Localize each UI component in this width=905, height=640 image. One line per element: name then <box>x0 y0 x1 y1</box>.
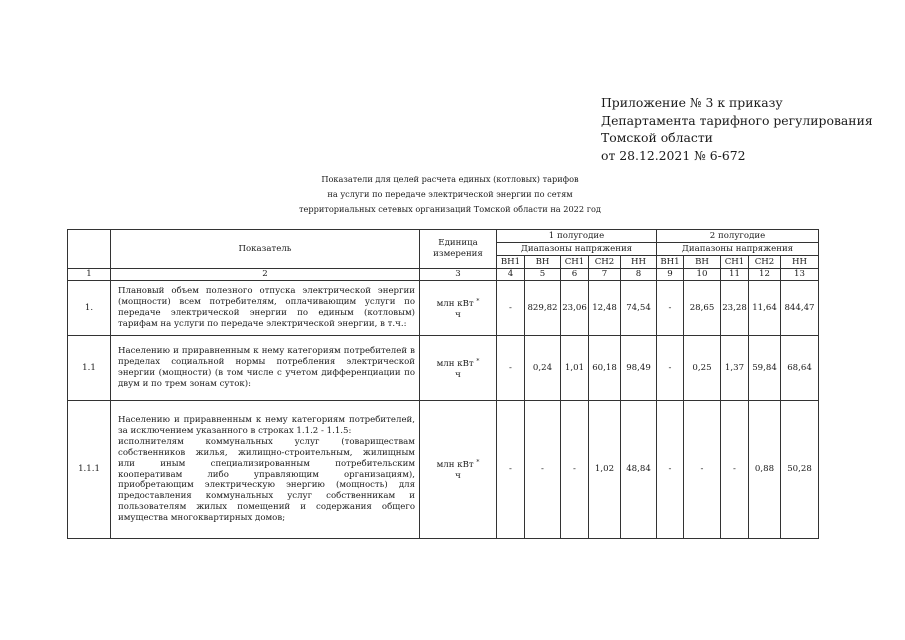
row-description-line: Населению и приравненным к нему категориям потребителей в <box>118 346 415 357</box>
value-cell: 1,01 <box>561 336 589 401</box>
column-number: 6 <box>561 269 589 281</box>
table-row <box>68 401 819 539</box>
table-row <box>68 336 819 401</box>
row-unit-tail: ч <box>455 369 461 380</box>
row-unit-sup: * <box>476 297 480 305</box>
value-cell: - <box>684 401 721 539</box>
appendix-line-3: Томской области <box>601 130 713 145</box>
row-description-line: или иным специализированным потребительским <box>118 458 415 469</box>
level-h2-sn1: СН1 <box>721 256 749 269</box>
row-description-line: энергии (мощности) (в том числе с учетом дифференциации по <box>118 368 415 378</box>
row-description-line: кооперативам либо управляющим организациям), <box>118 469 415 480</box>
level-h2-vn: ВН <box>684 256 721 269</box>
value-cell: - <box>497 281 525 336</box>
level-h1-vn: ВН <box>525 256 561 269</box>
column-number: 13 <box>781 269 819 281</box>
value-cell: 68,64 <box>781 336 819 401</box>
value-cell: 0,25 <box>684 336 721 401</box>
row-description-line: пределах социальной нормы потребления электрической <box>118 357 415 368</box>
row-description-line: тарифам на услуги по передаче электрической энергии, в т.ч.: <box>118 318 407 329</box>
header-unit-line-2: измерения <box>433 249 483 259</box>
value-cell: 829,82 <box>525 281 561 336</box>
value-cell: 1,02 <box>589 401 621 539</box>
tariff-table <box>67 229 819 539</box>
header-ranges-1: Диапазоны напряжения <box>497 243 657 256</box>
column-number: 3 <box>420 269 497 281</box>
column-number: 11 <box>721 269 749 281</box>
column-number-row <box>68 269 819 281</box>
value-cell: 48,84 <box>621 401 657 539</box>
row-unit-main: млн кВт <box>436 298 474 309</box>
value-cell: 23,28 <box>721 281 749 336</box>
row-number: 1.1.1 <box>68 401 111 539</box>
value-cell: 60,18 <box>589 336 621 401</box>
value-cell: - <box>525 401 561 539</box>
row-description <box>111 281 420 336</box>
title-line-1: Показатели для целей расчета единых (котловых) тарифов <box>321 174 579 184</box>
row-unit <box>420 336 497 401</box>
column-number: 4 <box>497 269 525 281</box>
row-description-line: приобретающим электрическую энергию (мощность) для <box>118 480 415 491</box>
column-number: 12 <box>749 269 781 281</box>
row-description-line: предоставления коммунальных услуг собственникам и <box>118 491 415 502</box>
title-line-3: территориальных сетевых организаций Томской области на 2022 год <box>299 204 601 214</box>
row-unit-tail: ч <box>455 309 461 320</box>
row-description-line: имущества многоквартирных домов; <box>118 513 286 524</box>
row-description-line: (мощности) всем потребителям, оплачивающим услуги по <box>118 297 415 308</box>
row-unit-sup: * <box>476 357 480 365</box>
value-cell: - <box>657 401 684 539</box>
row-unit <box>420 401 497 539</box>
header-num-blank <box>68 230 111 269</box>
row-description <box>111 401 420 539</box>
header-unit <box>420 230 497 269</box>
appendix-line-2: Департамента тарифного регулирования <box>601 112 873 128</box>
header-ranges-2: Диапазоны напряжения <box>657 243 819 256</box>
row-unit-tail: ч <box>455 471 461 481</box>
value-cell: - <box>561 401 589 539</box>
value-cell: - <box>657 336 684 401</box>
value-cell: - <box>721 401 749 539</box>
title-line-2: на услуги по передаче электрической энергии по сетям <box>327 189 573 199</box>
column-number: 10 <box>684 269 721 281</box>
header-half-1: 1 полугодие <box>497 230 657 243</box>
row-unit-main: млн кВт <box>436 358 474 369</box>
value-cell: 0,24 <box>525 336 561 401</box>
column-number: 8 <box>621 269 657 281</box>
level-h1-sn2: СН2 <box>589 256 621 269</box>
document-title <box>270 172 630 217</box>
column-number: 2 <box>111 269 420 281</box>
value-cell: 98,49 <box>621 336 657 401</box>
level-h2-nn: НН <box>781 256 819 269</box>
header-unit-line-1: Единица <box>438 238 478 248</box>
value-cell: 11,64 <box>749 281 781 336</box>
row-unit-sup: * <box>476 459 480 466</box>
value-cell: - <box>497 336 525 401</box>
row-number: 1.1 <box>68 336 111 401</box>
row-description-line: собственников жилья, жилищно-строительным, жилищным <box>118 447 415 458</box>
row-description-line: передаче электрической энергии по единым (котловым) <box>118 308 415 318</box>
row-unit <box>420 281 497 336</box>
value-cell: 844,47 <box>781 281 819 336</box>
row-number: 1. <box>68 281 111 336</box>
appendix-line-1: Приложение № 3 к приказу <box>601 95 783 110</box>
appendix-line-4: от 28.12.2021 № 6-672 <box>601 147 746 163</box>
value-cell: 1,37 <box>721 336 749 401</box>
column-number: 5 <box>525 269 561 281</box>
value-cell: 28,65 <box>684 281 721 336</box>
row-description-line: пользователям жилых помещений и содержания общего <box>118 502 415 513</box>
value-cell: 12,48 <box>589 281 621 336</box>
level-h1-sn1: СН1 <box>561 256 589 269</box>
appendix-header <box>601 94 873 164</box>
header-half-2: 2 полугодие <box>657 230 819 243</box>
value-cell: 74,54 <box>621 281 657 336</box>
level-h1-vn1: ВН1 <box>497 256 525 269</box>
column-number: 7 <box>589 269 621 281</box>
level-h1-nn: НН <box>621 256 657 269</box>
level-h2-sn2: СН2 <box>749 256 781 269</box>
row-description-line: Плановый объем полезного отпуска электрической энергии <box>118 286 415 297</box>
table-row <box>68 281 819 336</box>
value-cell: 59,84 <box>749 336 781 401</box>
row-description-line: Населению и приравненным к нему категориям потребителей, <box>118 414 415 425</box>
column-number: 9 <box>657 269 684 281</box>
column-number: 1 <box>68 269 111 281</box>
row-description-line: исполнителям коммунальных услуг (товариществам <box>118 436 415 447</box>
row-unit-main: млн кВт <box>436 460 474 470</box>
level-h2-vn1: ВН1 <box>657 256 684 269</box>
header-indicator: Показатель <box>111 230 420 269</box>
value-cell: 23,06 <box>561 281 589 336</box>
row-description <box>111 336 420 401</box>
value-cell: - <box>497 401 525 539</box>
value-cell: - <box>657 281 684 336</box>
value-cell: 0,88 <box>749 401 781 539</box>
row-description-line: двум и по трем зонам суток): <box>118 378 251 389</box>
row-description-line: за исключением указанного в строках 1.1.2 - 1.1.5: <box>118 425 352 436</box>
value-cell: 50,28 <box>781 401 819 539</box>
